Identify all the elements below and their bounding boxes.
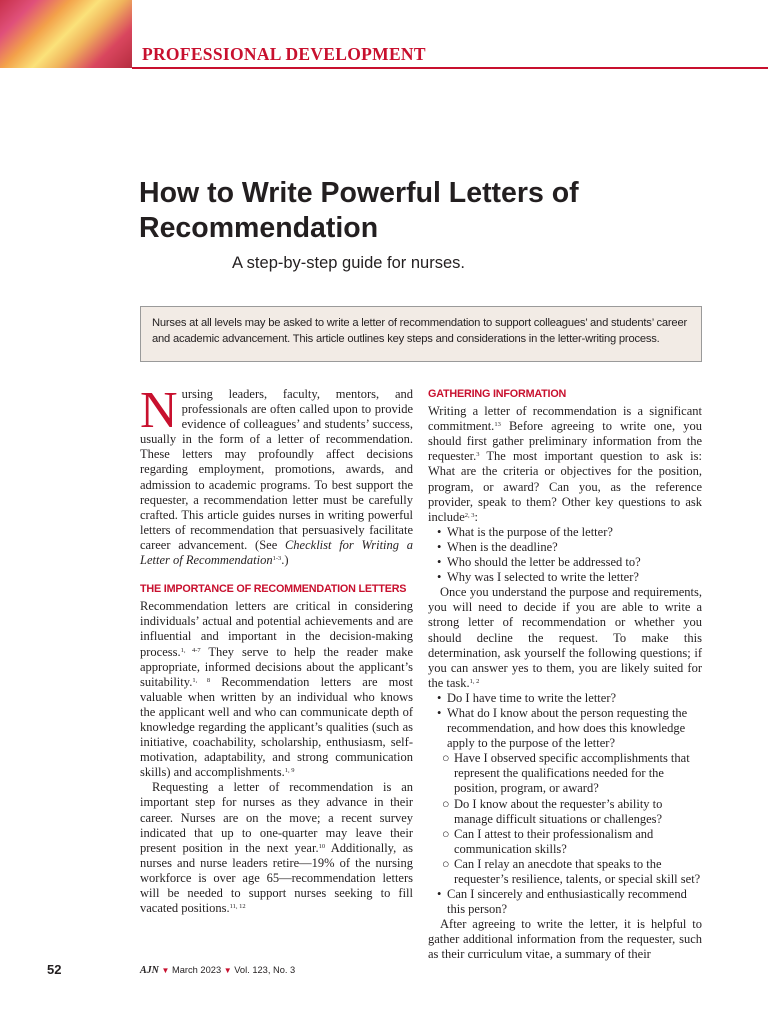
key-questions-list xyxy=(428,525,702,585)
circle-bullet-icon: ○ xyxy=(442,856,450,871)
header-photo xyxy=(0,0,132,68)
list-item: • Can I sincerely and enthusiastically recommend this person? xyxy=(437,887,687,917)
left-column xyxy=(140,382,414,916)
page-number: 52 xyxy=(47,962,62,977)
circle-bullet-icon: ○ xyxy=(442,826,450,841)
bullet-icon: • xyxy=(437,539,442,554)
list-item: • Do I have time to write the letter? xyxy=(437,690,617,705)
bullet-icon: • xyxy=(437,705,442,720)
bullet-icon: • xyxy=(437,524,442,539)
list-item: • What is the purpose of the letter? xyxy=(437,524,613,539)
list-item: • When is the deadline? xyxy=(437,539,558,554)
bullet-icon: • xyxy=(437,570,442,585)
section-label: PROFESSIONAL DEVELOPMENT xyxy=(142,44,426,64)
importance-paragraph-2: Requesting a letter of recommendation is an important step for nurses as they advance in their career. Nurses are on the move; a recent survey indicated that up to one-quarter may leave their present position in the next year.$^{10}$ Additionally, as nurses and nurse leaders retire—19% of the nursing workforce is over age 65—recommendation letters will be needed to support nurses seeking to fill vacated positions.$^{11, 12}$ xyxy=(140,780,413,916)
heading-gathering: GATHERING INFORMATION xyxy=(428,388,567,400)
abstract-box: Nurses at all levels may be asked to write a letter of recommendation to support colleagues’ and students’ career and academic advancement. This article outlines key steps and considerations in the letter-writing process. xyxy=(140,306,702,362)
checklist-reference: Checklist for Writing a Letter of Recommendation xyxy=(140,537,413,568)
intro-paragraph: Nursing leaders, faculty, mentors, and professionals are often called upon to provide evidence of colleagues’ and students’ success, usually in the form of a letter of recommendation. These letters may profoundly affect decisions regarding employment, promotions, awards, and admission to academic programs. To best support the requester, a recommendation letter must be carefully crafted. This article guides nurses in writing powerful letters of recommendation that persuasively facilitate career advancement. (See Checklist for Writing a Letter of Recommendation$^{1-3}$.) xyxy=(140,382,413,568)
bullet-icon: • xyxy=(437,555,442,570)
gathering-paragraph-2: Once you understand the purpose and requirements, you will need to decide if you are able to write a strong letter of recommendation or whether you should decline the request. To make this determination, ask yourself the following questions; if you can answer yes to them, you are likely suited for the task.$^{1, 2}$ xyxy=(428,585,702,690)
bullet-icon: • xyxy=(437,887,442,902)
sub-list-item: ○ Can I attest to their professionalism and communication skills? xyxy=(442,826,654,856)
self-questions-list xyxy=(428,691,702,917)
gathering-paragraph-3: After agreeing to write the letter, it is helpful to gather additional information from the requester, such as their curriculum vitae, a summary of their xyxy=(428,917,702,962)
heading-importance: THE IMPORTANCE OF RECOMMENDATION LETTERS xyxy=(140,583,407,596)
list-item: • What do I know about the person requesting the recommendation, and how does this knowledge apply to the purpose of the letter? xyxy=(437,705,688,751)
triangle-icon: ▼ xyxy=(161,966,170,975)
triangle-icon: ▼ xyxy=(223,966,232,975)
bullet-icon: • xyxy=(437,690,442,705)
list-item: • Why was I selected to write the letter? xyxy=(437,570,639,585)
sub-list-item: ○ Do I know about the requester’s ability to manage difficult situations or challenges? xyxy=(442,796,663,826)
circle-bullet-icon: ○ xyxy=(442,796,450,811)
sub-list-item: ○ Can I relay an anecdote that speaks to the requester’s resilience, talents, or special skill set? xyxy=(442,856,701,886)
header-rule xyxy=(132,67,768,69)
drop-cap: N xyxy=(140,382,178,439)
importance-paragraph-1: Recommendation letters are critical in considering individuals’ actual and potential achievements and are influential and important in the decision-making process.$^{1, 4-7}$ They serve to help the reader make appropriate, informed decisions about the applicant’s suitability.$^{1, 8}$ Recommendation letters are most valuable when written by an individual who knows the applicant well and who can communicate depth of knowledge regarding the applicant’s qualities (such as initiative, coachability, scholarship, enthusiasm, self-motivation, adaptability, and strong communication skills) and accomplishments.$^{1, 9}$ xyxy=(140,599,414,780)
article-subtitle: A step-by-step guide for nurses. xyxy=(232,254,465,272)
gathering-paragraph-1: Writing a letter of recommendation is a significant commitment.$^{13}$ Before agreeing to write one, you should first gather preliminary information from the requester.$^3$ The most important question to ask is: What are the criteria or objectives for the position, program, or award? Can you, as the reference provider, speak to them? Other key questions to ask include$^{2, 3}$: xyxy=(428,404,702,524)
footer-info: AJN ▼ March 2023 ▼ Vol. 123, No. 3 xyxy=(140,965,296,976)
journal-name: AJN xyxy=(140,965,159,976)
list-item: • Who should the letter be addressed to? xyxy=(437,555,641,570)
sub-list-item: ○ Have I observed specific accomplishments that represent the qualifications needed for the position, program, or award? xyxy=(442,751,690,796)
circle-bullet-icon: ○ xyxy=(442,751,450,766)
article-title: How to Write Powerful Letters of Recommendation xyxy=(139,177,579,244)
right-column xyxy=(428,387,702,963)
